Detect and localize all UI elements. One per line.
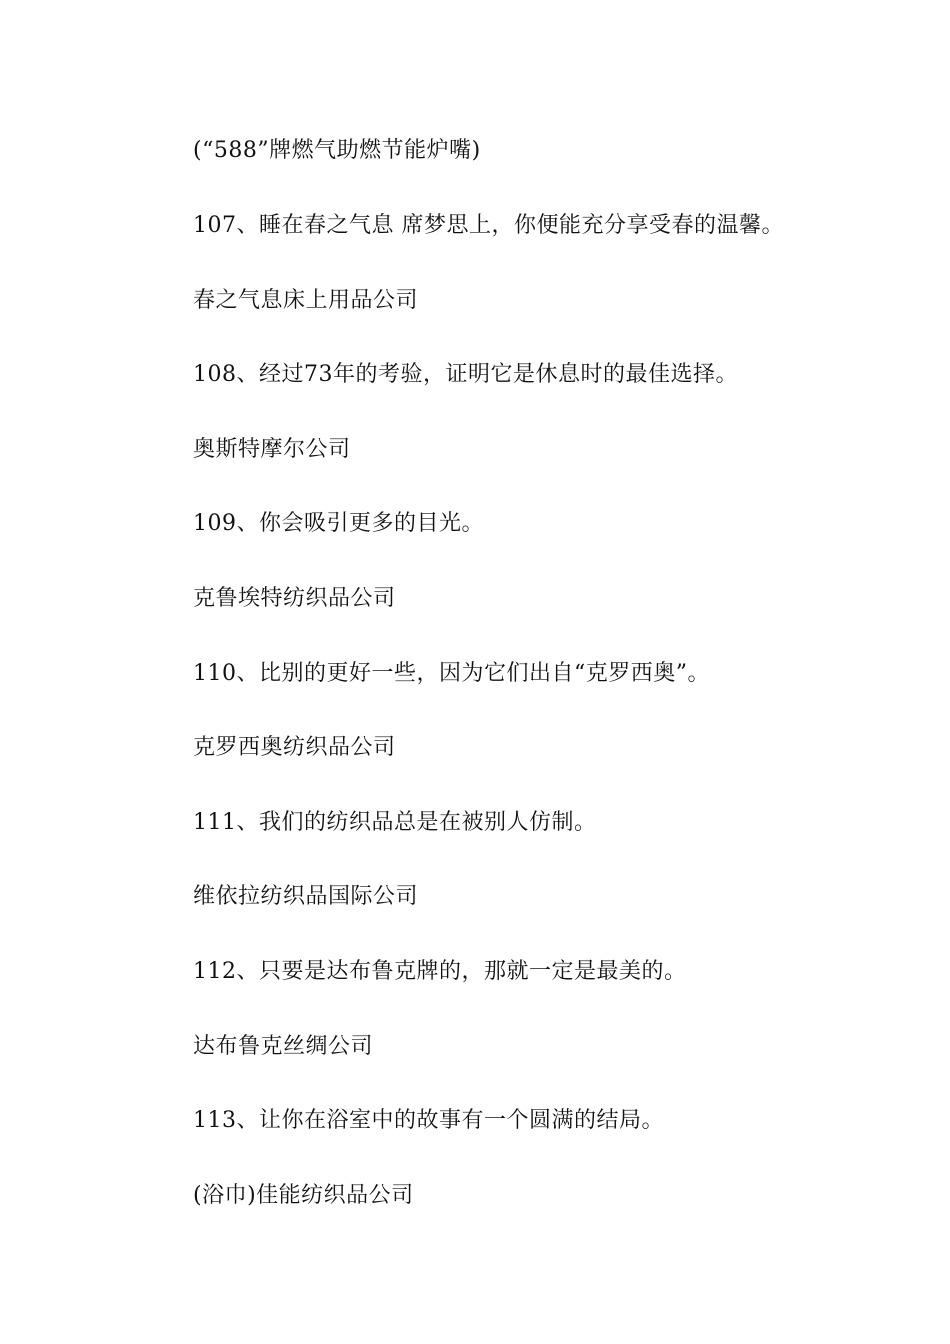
company-110: 克罗西奥纺织品公司 — [193, 735, 396, 760]
slogan-108: 108、经过73年的考验，证明它是休息时的最佳选择。 — [193, 362, 738, 387]
product-note-588-burner: (“588”牌燃气助燃节能炉嘴) — [193, 138, 481, 163]
company-113: (浴巾)佳能纺织品公司 — [193, 1183, 414, 1208]
slogan-107: 107、睡在春之气息 席梦思上，你便能充分享受春的温馨。 — [193, 213, 784, 238]
slogan-109: 109、你会吸引更多的目光。 — [193, 511, 484, 536]
slogan-110: 110、比别的更好一些，因为它们出自“克罗西奥”。 — [193, 661, 710, 686]
company-112: 达布鲁克丝绸公司 — [193, 1034, 374, 1059]
slogan-113: 113、让你在浴室中的故事有一个圆满的结局。 — [193, 1108, 664, 1133]
company-111: 维依拉纺织品国际公司 — [193, 884, 419, 909]
company-109: 克鲁埃特纺织品公司 — [193, 586, 396, 611]
company-107: 春之气息床上用品公司 — [193, 288, 419, 313]
company-108: 奥斯特摩尔公司 — [193, 437, 351, 462]
slogan-112: 112、只要是达布鲁克牌的，那就一定是最美的。 — [193, 959, 687, 984]
slogan-111: 111、我们的纺织品总是在被别人仿制。 — [193, 810, 597, 835]
